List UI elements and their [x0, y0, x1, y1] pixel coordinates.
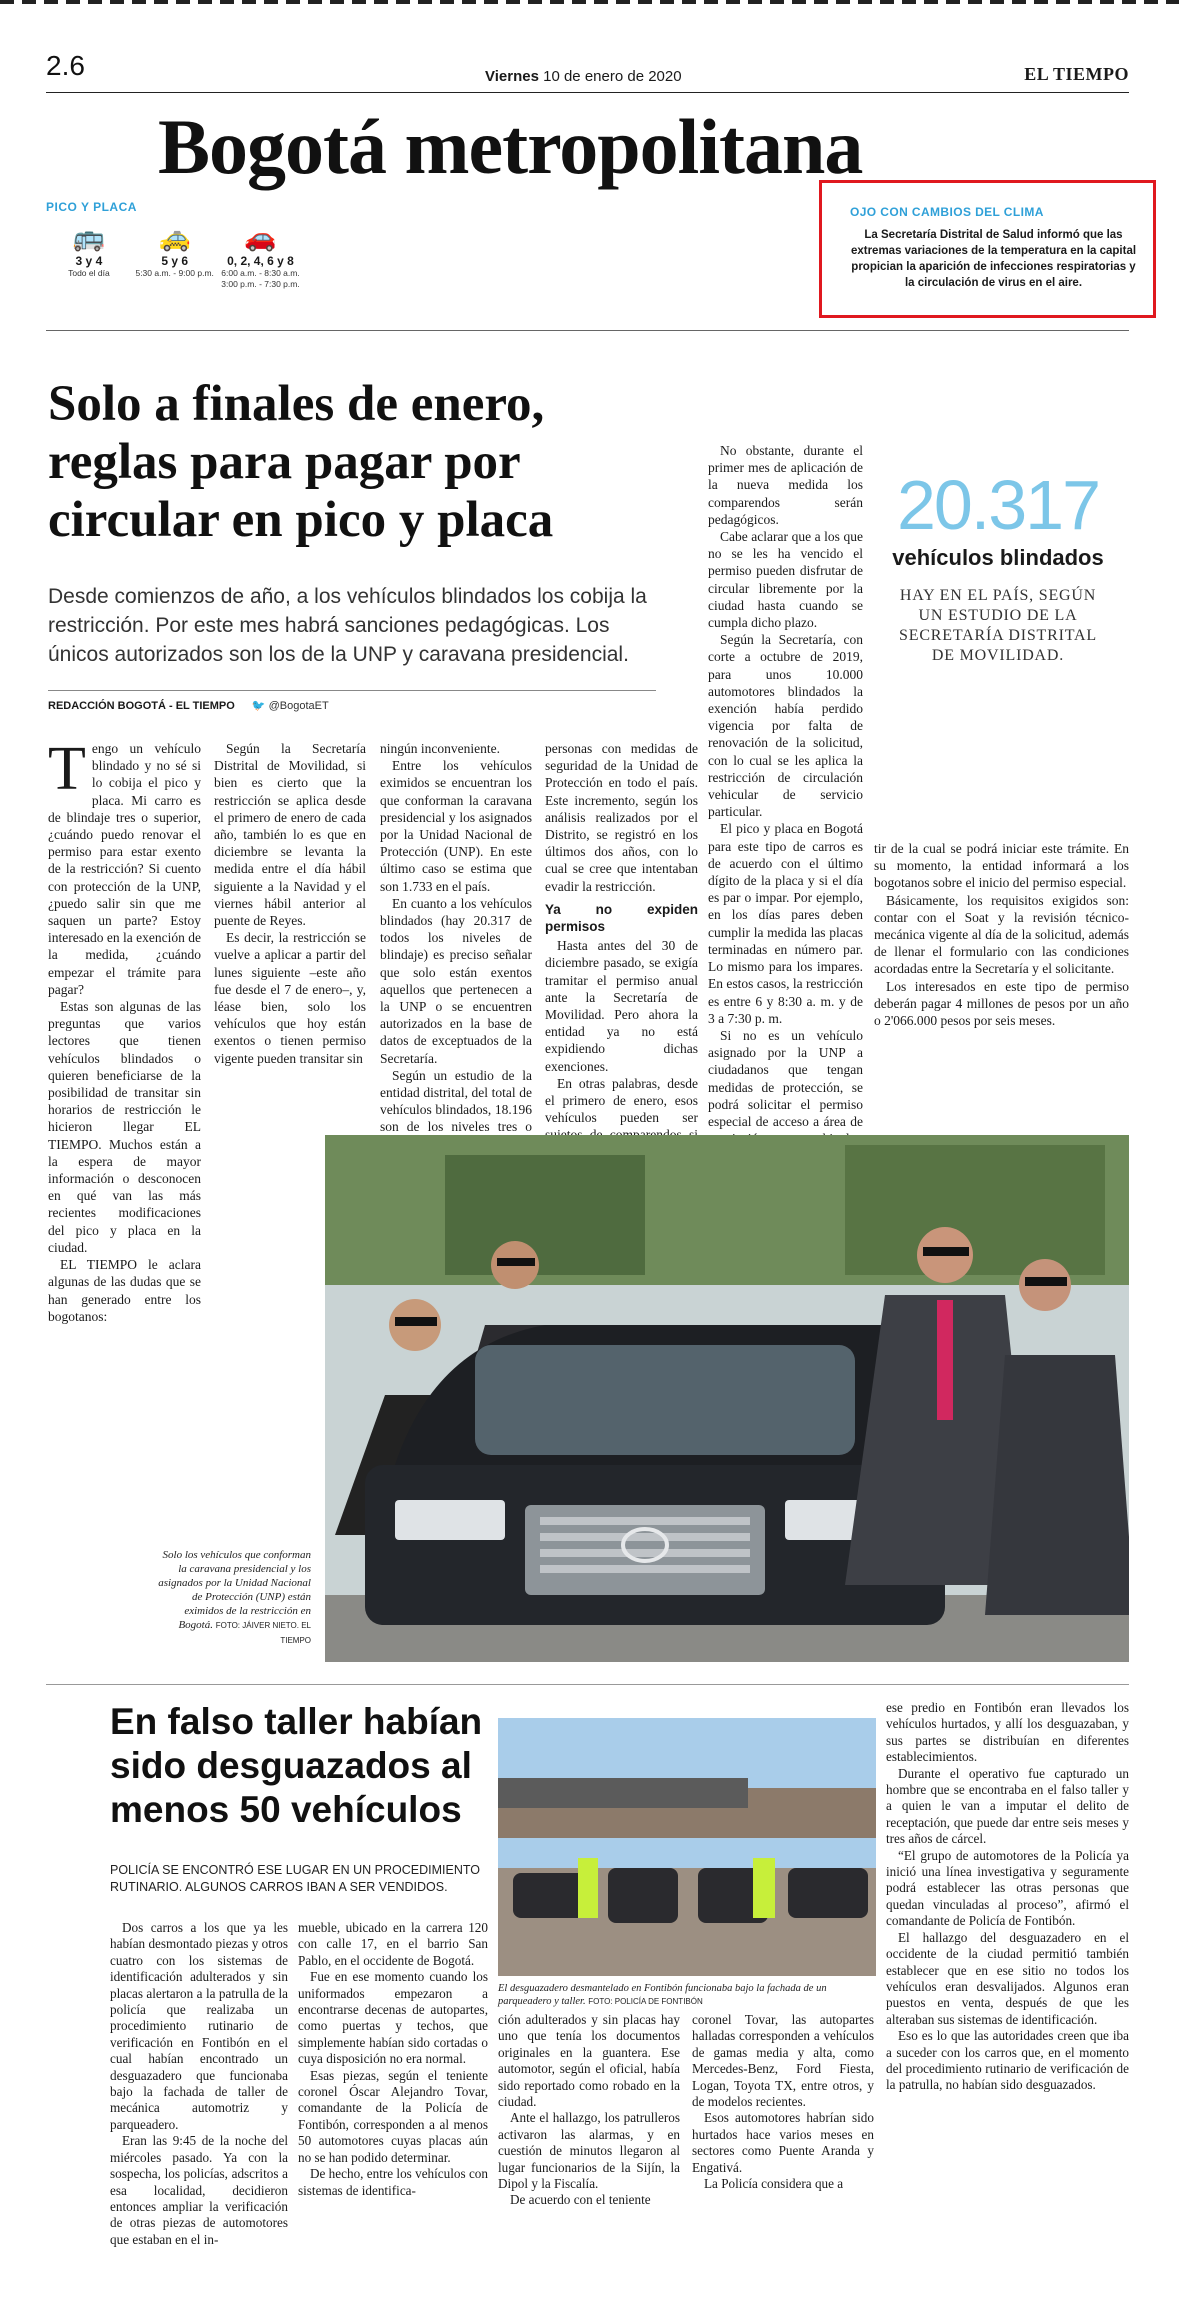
pico-placa-item — [218, 220, 304, 290]
paragraph: personas con medidas de seguridad de la Unidad de Protección en todo el país. Este incremento, según los análisis realizados por el Distrito, se registró en los últimos dos años, con lo cual se cree que intentaban evadir la restricción. — [545, 741, 698, 894]
paragraph: El pico y placa en Bogotá para este tipo de carros es de acuerdo con el último dígito de la placa y si el día es par o impar. Por ejemplo, en los días pares deben cumplir la medida las placas terminadas en número par. Lo mismo para los impares. En estos casos, la restricción es entre 6 y 8:30 a. m. y de 3 a 7:30 p. m. — [708, 821, 863, 1026]
date-rest: 10 de enero de 2020 — [543, 68, 682, 85]
paragraph: De acuerdo con el teniente — [510, 2192, 651, 2208]
car-icon: 🚗 — [244, 222, 277, 252]
article2-col1 — [110, 1920, 288, 2248]
article1-col5 — [874, 840, 1129, 1029]
paragraph: Según un estudio de la entidad distrital, del total de vehículos blindados, 18.196 son de los niveles tres o — [380, 1067, 532, 1135]
escort-photo — [325, 1135, 1129, 1662]
paragraph: Si no es un vehículo asignado por la UNP a ciudadanos que tengan medidas de protección, se podrá solicitar el permiso especial de acceso a área de — [708, 1027, 863, 1129]
pico-placa-hours: 6:00 a.m. - 8:30 a.m. 3:00 p.m. - 7:30 p.m. — [221, 268, 300, 289]
paragraph: Dos carros a los que ya les habían desmontado piezas y otros cuatro con los sistemas de identificación adulterados y sin placas alertaron a la patrulla de la policía que realizaba un procedimiento rutinario de verificación en Fontibón en el cual habían encontrado un desguazadero que funcionaba bajo la fachada de taller de mecánica automotriz y parqueadero. — [110, 1920, 288, 2132]
pico-placa-item — [132, 220, 218, 290]
paragraph: El hallazgo del desguazadero en el occidente de la ciudad permitió también establecer que en ese sitio no todos los vehículos eran desvalijados. Algunos eran puestos en venta, después de que les alteraban sus sistemas de identificación. — [886, 1929, 1129, 2027]
paragraph: mueble, ubicado en la carrera 120 con calle 17, en el barrio San Pablo, en el occidente de Bogotá. — [298, 1920, 488, 1968]
article1-col1 — [48, 735, 201, 1325]
photo1-credit: FOTO: JÁIVER NIETO. EL TIEMPO — [215, 1621, 311, 1645]
pico-placa-row — [46, 220, 306, 290]
paragraph: Esos automotores habrían sido hurtados hace varios meses en sectores como Puente Aranda y Engativá. — [692, 2110, 874, 2175]
clima-box — [819, 180, 1156, 318]
paragraph: En otras palabras, desde el primero de enero, esos vehículos pueden ser — [545, 1075, 698, 1126]
photo1-caption — [155, 1548, 311, 1648]
paragraph: coronel Tovar, las autopartes halladas corresponden a vehículos de gamas media y alta, como Mercedes-Benz, Ford Fiesta, Logan, Toyota TX, entre otros, y de modelos recientes. — [692, 2012, 874, 2110]
article2-headline: En falso taller habían sido desguazados al menos 50 vehículos — [110, 1701, 483, 1830]
paragraph: Según la Secretaría, con corte a octubre de 2019, para unos 10.000 automotores blindados la exención había perdido vigencia por falta de renovación de la solicitud, con lo cual se les aplica la restricción de circulación vehicular de servicio particular. — [708, 632, 863, 820]
byline-author: REDACCIÓN BOGOTÁ - EL TIEMPO — [48, 700, 235, 712]
article-headline: Solo a finales de enero, reglas para pagar por circular en pico y placa — [48, 376, 554, 548]
subhead: Ya no expiden permisos — [545, 901, 698, 935]
article2-col3 — [498, 2012, 680, 2209]
paragraph: Esas piezas, según el teniente coronel Óscar Alejandro Tovar, comandante de la Policía de Fontibón, corresponden a al menos 50 automotores cuyas placas aún no se han podido determinar. — [298, 2067, 488, 2165]
section-title: Bogotá metropolitana — [158, 103, 863, 190]
middle-rule — [46, 1684, 1129, 1685]
pico-placa-box — [46, 200, 306, 290]
bus-icon: 🚌 — [72, 222, 106, 252]
paragraph: Ante el hallazgo, los patrulleros activaron las alarmas, y en cuestión de minutos llegaron al lugar funcionarios de la Sijín, la Dipol y la Fiscalía. — [498, 2110, 680, 2192]
paragraph: “El grupo de automotores de la Policía ya inició una línea investigativa y seguramente podrá establecer las otras personas que quedan vinculadas al proceso”, afirmó el comandante de Policía de Fontibón. — [886, 1847, 1129, 1929]
article2-col5-text — [886, 1700, 1129, 2094]
escort-photo-illustration — [325, 1135, 1129, 1662]
clima-body: La Secretaría Distrital de Salud informó que las extremas variaciones de la temperatura en la capital propician la aparición de infecciones respiratorias y la circulación de virus en el aire. — [850, 229, 1137, 289]
paragraph: Básicamente, los requisitos exigidos son: contar con el Soat y la revisión técnico-mecánica vigente al día de la solicitud, además de llenar el formulario con las condiciones acordadas entre la Secretaría y el solicitante. — [874, 892, 1129, 977]
stat-unit: vehículos blindados — [892, 545, 1104, 570]
pico-placa-digits: 0, 2, 4, 6 y 8 — [227, 254, 294, 268]
paragraph: Fue en ese momento cuando los uniformados empezaron a encontrarse decenas de autopartes, como puertas y techos, que simplemente habían sido cortadas o cuya disposición no era normal. — [298, 1969, 488, 2067]
pico-placa-item — [46, 220, 132, 290]
paragraph: Cabe aclarar que a los que no se les ha vencido el permiso pueden disfrutar de circular libremente por la ciudad hasta cuando se cumpla dicho plazo. — [708, 529, 863, 631]
paragraph: Los interesados en este tipo de permiso deberán pagar 4 millones de pesos por un año o 2'066.000 pesos por seis meses. — [874, 978, 1129, 1029]
article1-col1b — [214, 740, 366, 1067]
paragraph: ningún inconveniente. — [380, 741, 500, 756]
paragraph: No obstante, durante el primer mes de aplicación de la nueva medida los comparendos serán pedagógicos. — [708, 443, 863, 527]
taxi-icon: 🚕 — [158, 222, 191, 252]
pico-placa-digits: 3 y 4 — [75, 254, 103, 268]
paragraph: De hecho, entre los vehículos con sistemas de identifica- — [298, 2166, 488, 2198]
stat-box — [888, 466, 1108, 666]
article1-col1-text — [48, 735, 201, 1325]
desguazadero-photo-illustration — [498, 1718, 876, 1976]
header-rule — [46, 92, 1129, 93]
paragraph: La Policía considera que a — [704, 2176, 844, 2192]
page-number: 2.6 — [46, 50, 85, 81]
paragraph: En cuanto a los vehículos blindados (hay 20.317 de todos los niveles de blindaje) es preciso señalar que solo están exentos aquellos que pertenecen a la UNP o se encuentren autorizados en la base de datos de exceptuados de la Secretaría. — [380, 895, 532, 1066]
article1-col3a-text — [545, 740, 698, 895]
twitter-handle-text: @BogotaET — [268, 700, 329, 712]
newspaper-brand: EL TIEMPO — [1024, 64, 1129, 84]
photo2-caption-text: El desguazadero desmantelado en Fontibón funcionaba bajo la fachada de un parqueadero y taller. — [498, 1983, 827, 2007]
paragraph: Hasta antes del 30 de diciembre pasado, se exigía tramitar el permiso anual ante la Secretaría de Movilidad. Pero ahora la entidad ya no está expidiendo dichas exenciones. — [545, 938, 698, 1074]
article1-col5-text — [874, 840, 1129, 1029]
publication-date — [485, 68, 682, 85]
desguazadero-photo — [498, 1718, 876, 1976]
article2-col2-text — [298, 1920, 488, 2199]
stat-description: HAY EN EL PAÍS, SEGÚN UN ESTUDIO DE LA SECRETARÍA DISTRITAL DE MOVILIDAD. — [899, 587, 1097, 664]
twitter-handle[interactable]: 🐦 @BogotaET — [251, 700, 329, 712]
paragraph: Eso es lo que las autoridades creen que iba a suceder con los carros que, en el momento del procedimiento rutinario de verificación de la patrulla, no habían sido desguazados. — [886, 2028, 1129, 2093]
paragraph: Durante el operativo fue capturado un hombre que se encontraba en el falso taller y a quien le van a imputar el delito de receptación, que puede dar entre seis meses y tres años de cárcel. — [886, 1765, 1129, 1847]
paragraph: engo un vehículo blindado y no sé si lo cobija el pico y placa. Mi carro es de blindaje tres o superior, ¿cuándo puedo renovar el permiso para estar exento de la restricción? Si cuento con protección de la UNP, ¿puedo salir sin que me saquen un parte? Estoy interesado en la exención de la medida, ¿cuándo empezar el trámite para pagar? — [48, 741, 201, 997]
article2-col2 — [298, 1920, 488, 2199]
article2-col5 — [886, 1700, 1129, 2094]
clima-title: OJO CON CAMBIOS DEL CLIMA — [850, 205, 1044, 219]
paragraph: Estas son algunas de las preguntas que varios lectores que tienen vehículos blindados o quieren beneficiarse de la posibilidad de transitar sin horarios de restricción le hicieron llegar EL TIEMPO. Muchos están a la espera de mayor información o desconocen en qué van las más recientes modificaciones del pico y placa en la ciudad. — [48, 999, 201, 1255]
photo1-caption-text: Solo los vehículos que conforman la caravana presidencial y los asignados por la Unidad Nacional de Protección (UNP) están eximidos de la restricción en Bogotá. — [158, 1549, 311, 1631]
stat-number: 20.317 — [896, 466, 1100, 544]
paragraph: Es decir, la restricción se vuelve a aplicar a partir del lunes siguiente –este año fue desde el 7 de enero–, y, léase bien, solo los vehículos que hoy están exentos o tienen permiso vigente pueden transitar sin — [214, 930, 366, 1066]
pico-placa-hours: 5:30 a.m. - 9:00 p.m. — [135, 268, 214, 278]
date-day: Viernes — [485, 68, 539, 85]
article2-col4-text — [692, 2012, 874, 2192]
paragraph: EL TIEMPO le aclara algunas de las dudas que se han generado entre los bogotanos: — [48, 1257, 201, 1324]
byline — [48, 690, 656, 712]
paragraph: Eran las 9:45 de la noche del miércoles pasado. Ya con la sospecha, los policías, adscritos a esa localidad, decidieron entonces ampliar la verificación de otras piezas de automotores que estaban en el in- — [110, 2133, 288, 2247]
top-border — [0, 0, 1179, 4]
article1-col1b-text — [214, 740, 366, 1067]
article2-kicker: POLICÍA SE ENCONTRÓ ESE LUGAR EN UN PROCEDIMIENTO RUTINARIO. ALGUNOS CARROS IBAN A SER VENDIDOS. — [110, 1863, 480, 1894]
pico-placa-title: PICO Y PLACA — [46, 200, 137, 214]
paragraph: tir de la cual se podrá iniciar este trámite. En su momento, la entidad informará a los bogotanos sobre el inicio del permiso especial. — [874, 841, 1129, 891]
paragraph: Entre los vehículos eximidos se encuentran los que conforman la caravana presidencial y los asignados por la Unidad Nacional de Protección (UNP). En este último caso se estima que son 1.733 en el país. — [380, 758, 532, 894]
article2-col4 — [692, 2012, 874, 2192]
paragraph: Según la Secretaría Distrital de Movilidad, si bien es cierto que la restricción se aplica desde el primero de enero de cada año, también lo es que en diciembre se levanta la medida entre el día hábil siguiente a la Navidad y el viernes hábil anterior al puente de Reyes. — [214, 741, 366, 929]
article2-col1-text — [110, 1920, 288, 2248]
paragraph: ción adulterados y sin placas hay uno que tenía los documentos originales en la guantera. Ese automotor, según el oficial, había sido reportado como robado en la ciudad. — [498, 2012, 680, 2110]
article2-col3-text — [498, 2012, 680, 2209]
section-rule — [46, 330, 1129, 331]
article-dek: Desde comienzos de año, a los vehículos blindados los cobija la restricción. Por este mes habrá sanciones pedagógicas. Los únicos autorizados son los de la UNP y caravana presidencial. — [48, 585, 647, 666]
pico-placa-hours: Todo el día — [68, 268, 110, 278]
photo2-credit: FOTO: POLICÍA DE FONTIBÓN — [588, 1997, 703, 2006]
pico-placa-digits: 5 y 6 — [161, 254, 189, 268]
paragraph: ese predio en Fontibón eran llevados los vehículos hurtados, y allí los desguazaban, y sus partes se distribuían en diferentes establecimientos. — [886, 1700, 1129, 1765]
dropcap: T — [48, 735, 86, 803]
photo2-caption — [498, 1982, 876, 2008]
